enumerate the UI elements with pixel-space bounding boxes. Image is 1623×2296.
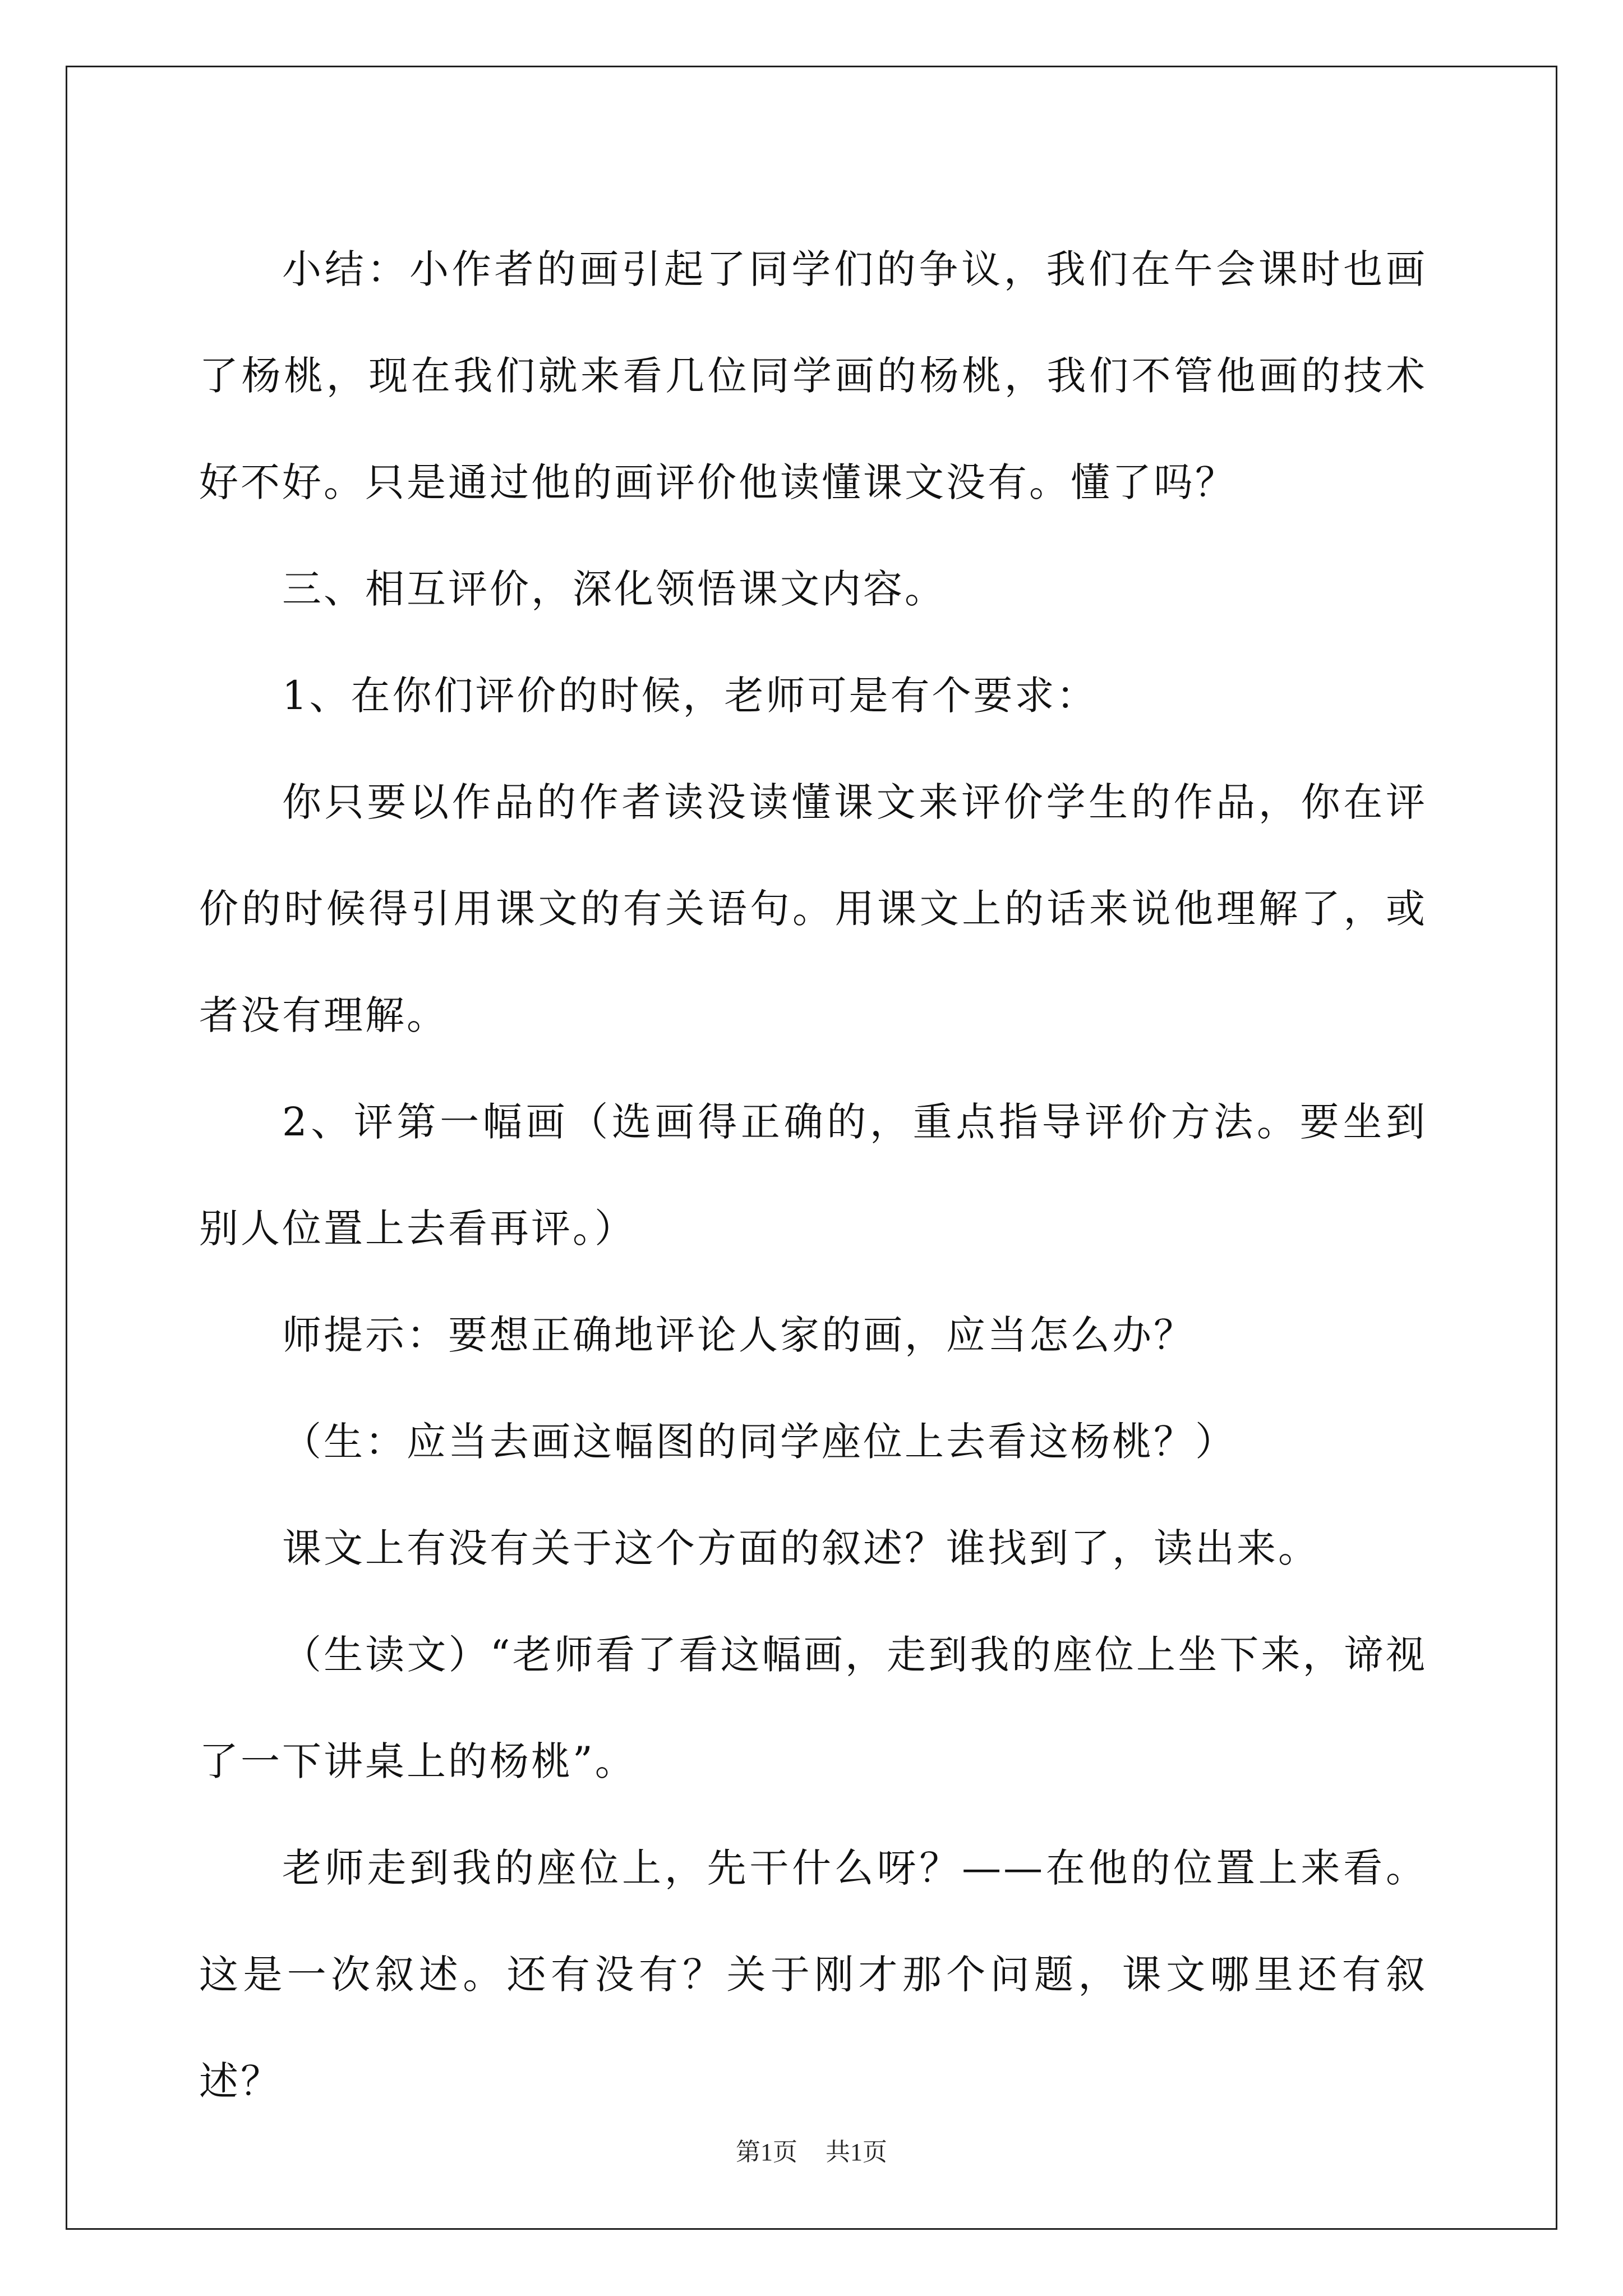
paragraph: 老师走到我的座位上，先干什么呀？——在他的位置上来看。这是一次叙述。还有没有？关于刚才那个问题，课文哪里还有叙述？ <box>199 1845 1427 2104</box>
page-number: 第1页 <box>736 2138 797 2166</box>
page-footer <box>0 2132 1623 2168</box>
paragraph: 小结：小作者的画引起了同学们的争议，我们在午会课时也画了杨桃，现在我们就来看几位同学画的杨桃，我们不管他画的技术好不好。只是通过他的画评价他读懂课文没有。懂了吗？ <box>199 246 1427 505</box>
paragraph: （生读文）“老师看了看这幅画，走到我的座位上坐下来，谛视了一下讲桌上的杨桃”。 <box>199 1632 1427 1784</box>
paragraph: 1、在你们评价的时候，老师可是有个要求： <box>282 673 1098 719</box>
paragraph: 三、相互评价，深化领悟课文内容。 <box>282 566 946 612</box>
page-total: 共1页 <box>826 2138 887 2166</box>
paragraph: 师提示：要想正确地评论人家的画，应当怎么办？ <box>282 1312 1195 1358</box>
document-body <box>199 216 1427 2134</box>
paragraph: 你只要以作品的作者读没读懂课文来评价学生的作品，你在评价的时候得引用课文的有关语句。用课文上的话来说他理解了，或者没有理解。 <box>199 779 1427 1038</box>
paragraph: 课文上有没有关于这个方面的叙述？谁找到了，读出来。 <box>282 1525 1320 1571</box>
paragraph: （生：应当去画这幅图的同学座位上去看这杨桃？） <box>282 1419 1237 1465</box>
paragraph: 2、评第一幅画（选画得正确的，重点指导评价方法。要坐到别人位置上去看再评。） <box>199 1099 1427 1251</box>
